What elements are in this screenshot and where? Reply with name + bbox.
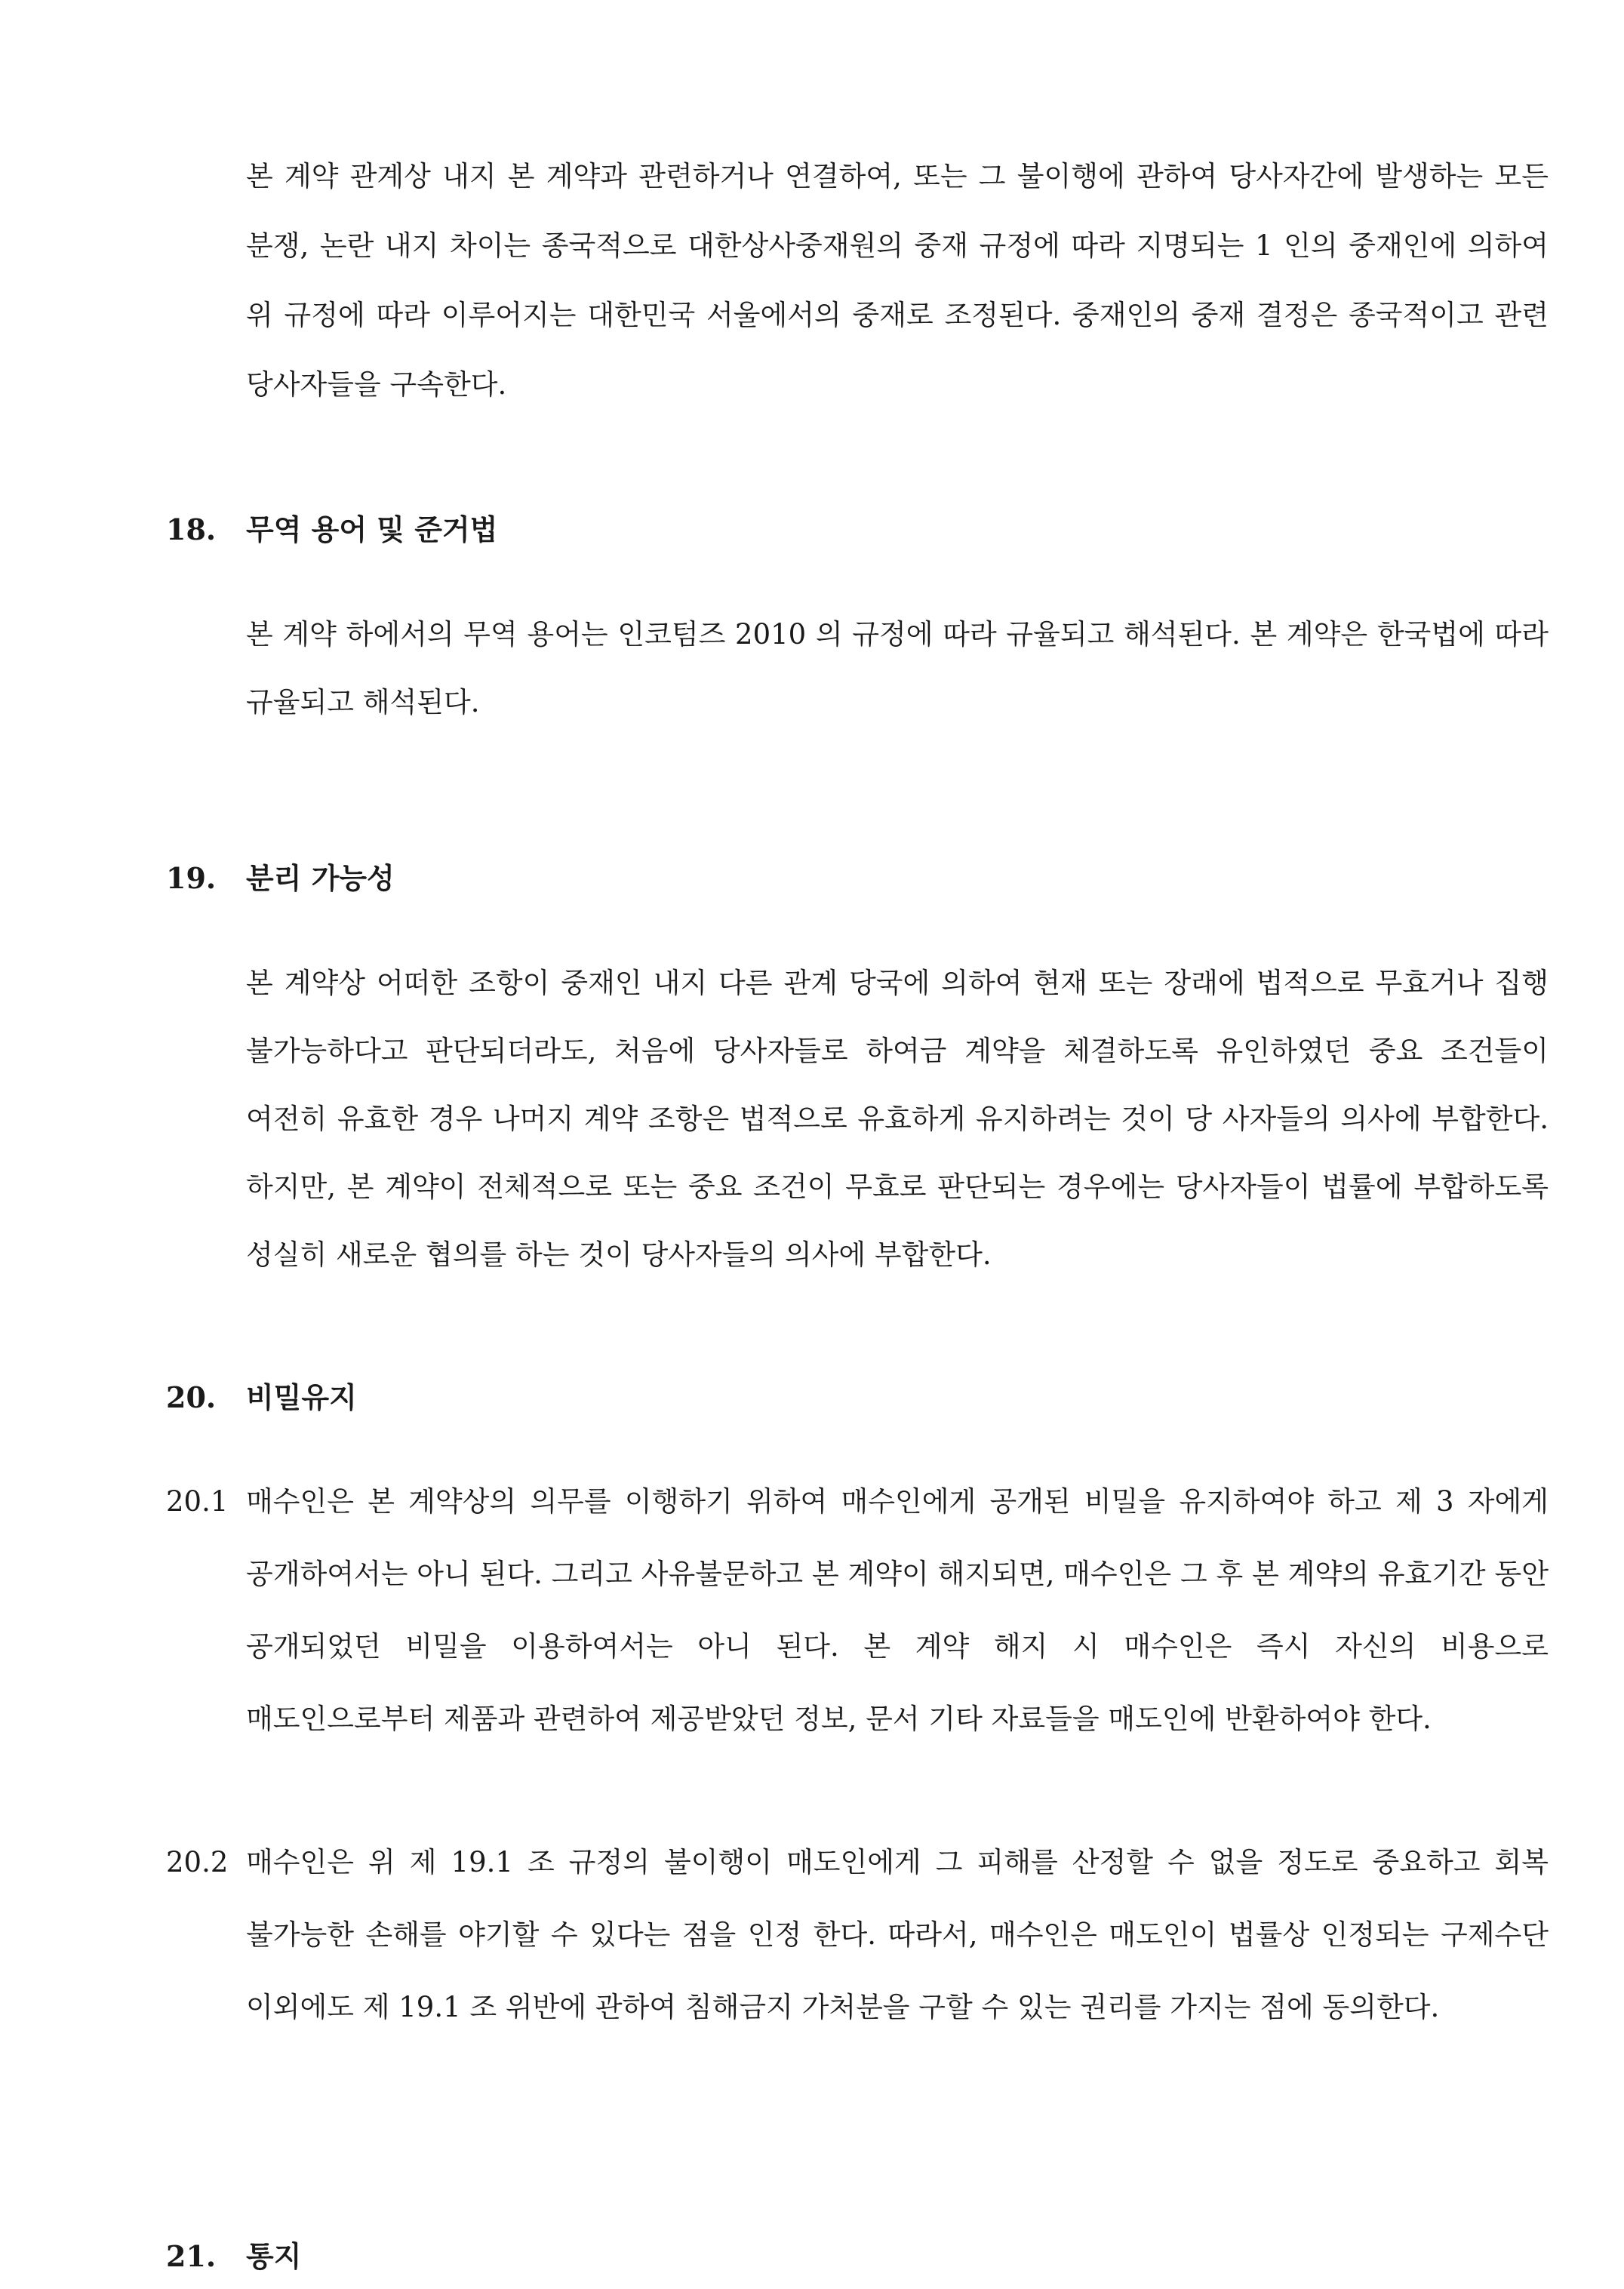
section-number: 20. <box>166 1380 217 1414</box>
section-title: 통지 <box>246 2239 302 2273</box>
section-title: 비밀유지 <box>246 1380 357 1414</box>
clause-number: 20.1 <box>166 1485 229 1518</box>
clause-number: 20.2 <box>166 1846 229 1878</box>
section-19-body: 본 계약상 어떠한 조항이 중재인 내지 다른 관계 당국에 의하여 현재 또는 장래에 법적으로 무효거나 집행 불가능하다고 판단되더라도, 처음에 당사자들로 하여금 계약을 체결하도록 유인하였던 중요 조건들이 여전히 유효한 경우 나머지 계약 조항은 법적으로 유효하게 유지하려는 것이 당 사자들의 의사에 부합한다. 하지만, 본 계약이 전체적으로 또는 중요 조건이 무효로 판단되는 경우에는 당사자들이 법률에 부합하도록 성실히 새로운 협의를 하는 것이 당사자들의 의사에 부합한다. <box>246 967 1549 1271</box>
section-19-heading <box>166 859 395 898</box>
section-number: 18. <box>166 512 217 546</box>
clause-20-1 <box>166 1466 1549 1755</box>
arbitration-paragraph: 본 계약 관계상 내지 본 계약과 관련하거나 연결하여, 또는 그 불이행에 관하여 당사자간에 발생하는 모든 분쟁, 논란 내지 차이는 종국적으로 대한상사중재원의 중재 규정에 따라 지명되는 1 인의 중재인에 의하여 위 규정에 따라 이루어지는 대한민국 서울에서의 중재로 조정된다. 중재인의 중재 결정은 종국적이고 관련 당사자들을 구속한다. <box>246 160 1549 401</box>
clause-text: 매수인은 본 계약상의 의무를 이행하기 위하여 매수인에게 공개된 비밀을 유지하여야 하고 제 3 자에게 공개하여서는 아니 된다. 그리고 사유불문하고 본 계약이 해지되면, 매수인은 그 후 본 계약의 유효기간 동안 공개되었던 비밀을 이용하여서는 아니 된다. 본 계약 해지 시 매수인은 즉시 자신의 비용으로 매도인으로부터 제품과 관련하여 제공받았던 정보, 문서 기타 자료들을 매도인에 반환하여야 한다. <box>246 1485 1549 1735</box>
section-title: 무역 용어 및 준거법 <box>246 512 498 546</box>
section-18-heading <box>166 510 497 549</box>
section-title: 분리 가능성 <box>246 861 395 895</box>
section-number: 19. <box>166 861 217 895</box>
section-21-heading <box>166 2237 301 2276</box>
clause-text: 매수인은 위 제 19.1 조 규정의 불이행이 매도인에게 그 피해를 산정할 수 없을 정도로 중요하고 회복 불가능한 손해를 야기할 수 있다는 점을 인정 한다. 따라서, 매수인은 매도인이 법률상 인정되는 구제수단 이외에도 제 19.1 조 위반에 관하여 침해금지 가처분을 구할 수 있는 권리를 가지는 점에 동의한다. <box>246 1846 1549 2023</box>
section-18-body: 본 계약 하에서의 무역 용어는 인코텀즈 2010 의 규정에 따라 규율되고 해석된다. 본 계약은 한국법에 따라 규율되고 해석된다. <box>246 618 1549 718</box>
section-20-heading <box>166 1378 357 1417</box>
section-number: 21. <box>166 2239 217 2273</box>
clause-20-2 <box>166 1826 1549 2044</box>
